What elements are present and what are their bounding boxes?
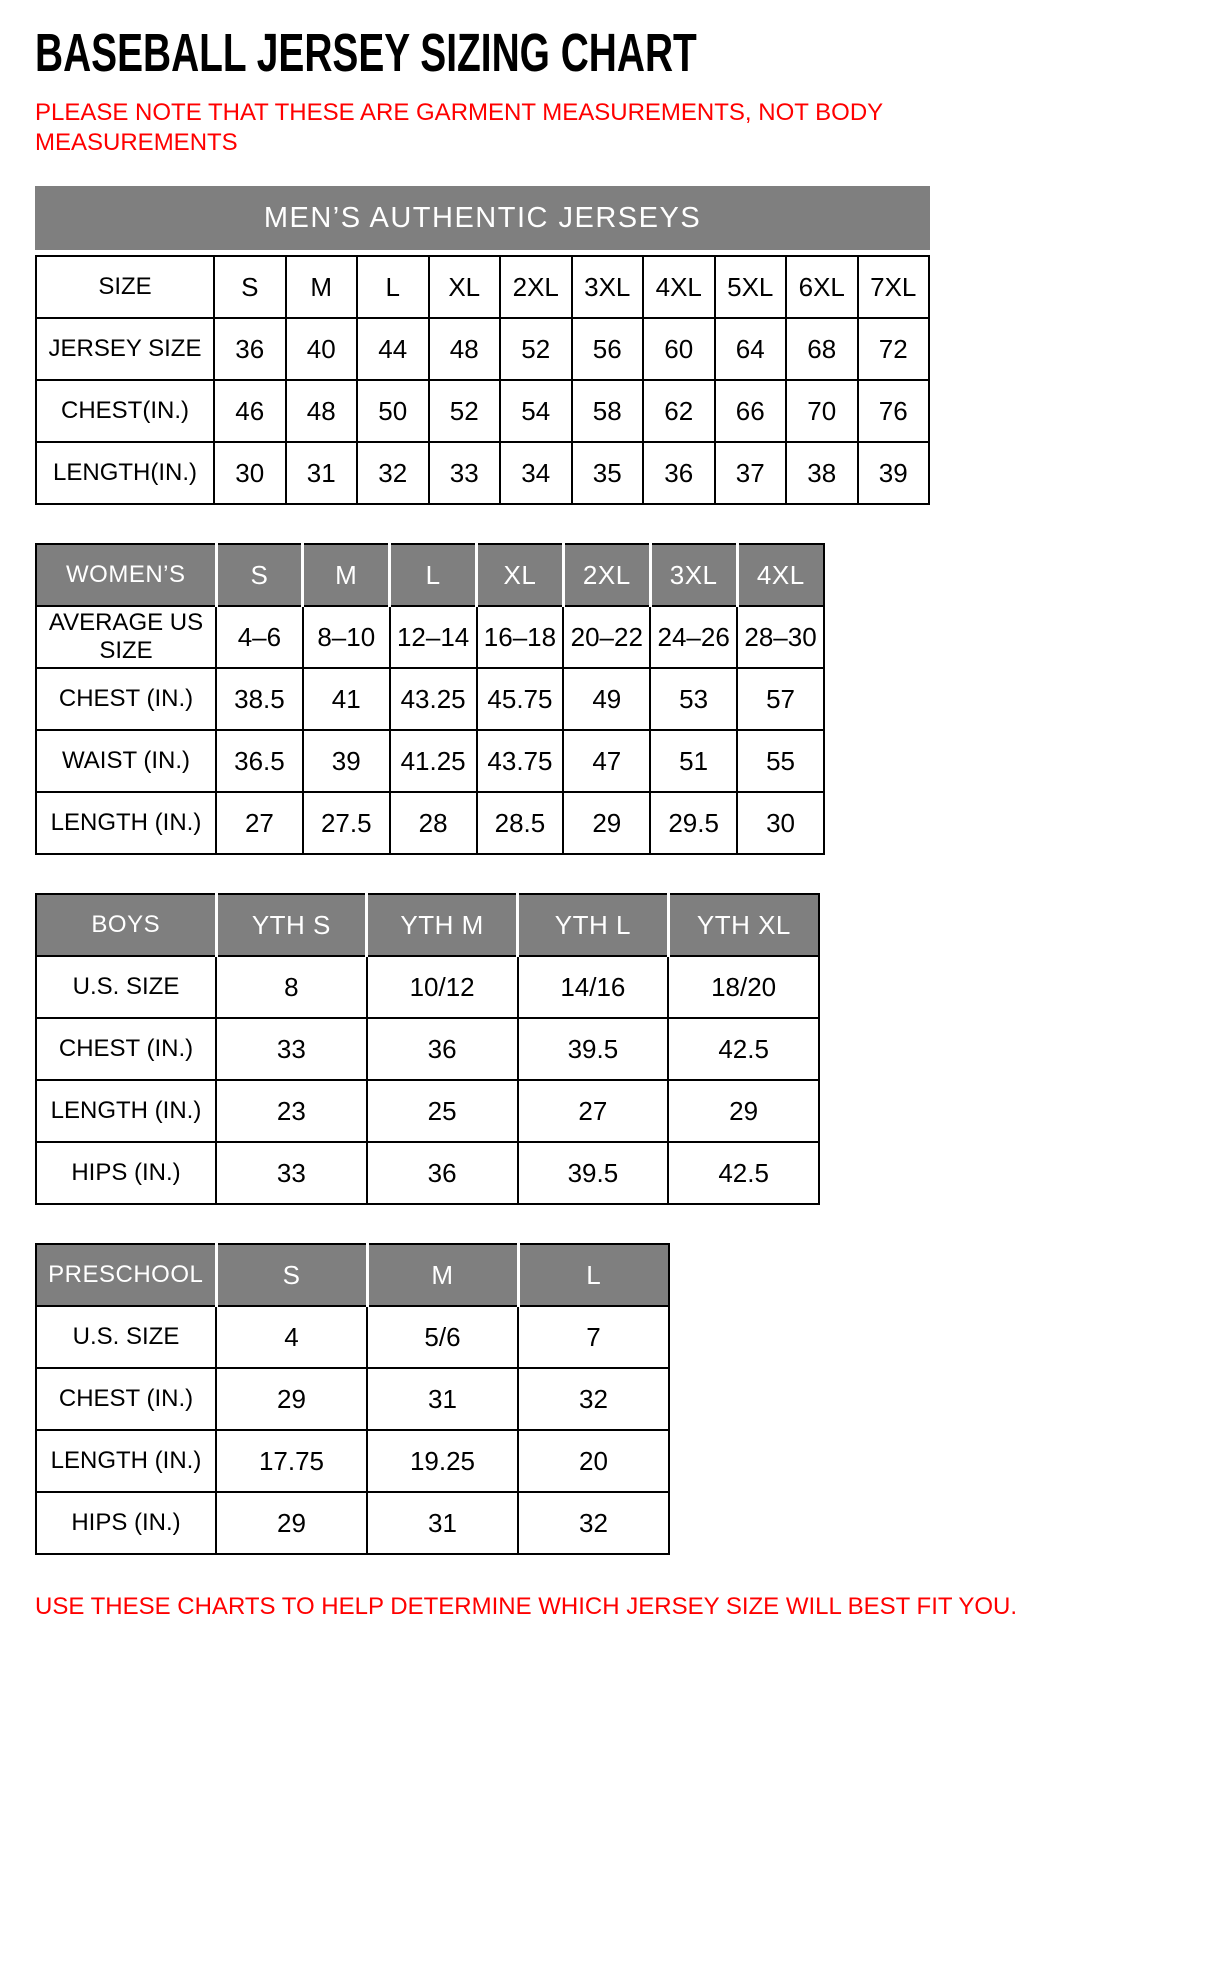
table-cell: 66 [715,380,787,442]
table-cell: 29.5 [650,792,737,854]
table-cell: 48 [429,318,501,380]
table-cell: 29 [216,1368,367,1430]
table-cell: 19.25 [367,1430,518,1492]
column-header: S [216,544,303,606]
column-header: 3XL [650,544,737,606]
table-cell: 23 [216,1080,367,1142]
table-cell: 4–6 [216,606,303,668]
row-label: HIPS (IN.) [36,1492,216,1554]
table-cell: 35 [572,442,644,504]
header-row [36,544,824,606]
table-cell: 31 [367,1368,518,1430]
table-cell: 29 [216,1492,367,1554]
table-cell: 20 [518,1430,669,1492]
table-cell: 32 [518,1368,669,1430]
mens-table-section [35,186,1185,505]
table-cell: 33 [216,1018,367,1080]
table-cell: 60 [643,318,715,380]
table-cell: 44 [357,318,429,380]
table-cell: XL [429,256,501,318]
table-cell: 30 [214,442,286,504]
table-cell: 43.25 [390,668,477,730]
table-row [36,1430,669,1492]
table-cell: 20–22 [563,606,650,668]
table-cell: 40 [286,318,358,380]
table-cell: 34 [500,442,572,504]
table-row [36,256,929,318]
table-row [36,442,929,504]
row-label: PRESCHOOL [36,1244,216,1306]
boys-sizing-table [35,893,820,1205]
column-header: YTH XL [668,894,819,956]
column-header: M [367,1244,518,1306]
page-title: BASEBALL JERSEY SIZING CHART [35,23,697,83]
table-cell: 72 [858,318,930,380]
table-row [36,1492,669,1554]
table-cell: 36 [367,1142,518,1204]
row-label: JERSEY SIZE [36,318,214,380]
column-header: 2XL [563,544,650,606]
table-cell: 7XL [858,256,930,318]
table-cell: 56 [572,318,644,380]
table-cell: 33 [216,1142,367,1204]
table-cell: 31 [286,442,358,504]
table-cell: 6XL [786,256,858,318]
table-cell: 64 [715,318,787,380]
table-cell: 38.5 [216,668,303,730]
table-cell: 28–30 [737,606,824,668]
table-cell: 25 [367,1080,518,1142]
table-cell: 41 [303,668,390,730]
mens-table-banner: MEN’S AUTHENTIC JERSEYS [35,186,930,250]
table-cell: 53 [650,668,737,730]
preschool-table-section [35,1243,1185,1555]
table-cell: 29 [668,1080,819,1142]
table-cell: 55 [737,730,824,792]
table-cell: 36.5 [216,730,303,792]
table-cell: 27 [518,1080,669,1142]
table-cell: 52 [429,380,501,442]
table-cell: 45.75 [477,668,564,730]
table-cell: 36 [214,318,286,380]
column-header: YTH S [216,894,367,956]
table-cell: 57 [737,668,824,730]
row-label: LENGTH (IN.) [36,1430,216,1492]
row-label: CHEST(IN.) [36,380,214,442]
table-cell: 7 [518,1306,669,1368]
table-cell: 49 [563,668,650,730]
table-cell: 46 [214,380,286,442]
table-cell: 31 [367,1492,518,1554]
column-header: L [518,1244,669,1306]
table-cell: 76 [858,380,930,442]
table-cell: M [286,256,358,318]
column-header: XL [477,544,564,606]
footer-note: USE THESE CHARTS TO HELP DETERMINE WHICH JERSEY SIZE WILL BEST FIT YOU. [35,1593,1018,1620]
row-label: CHEST (IN.) [36,668,216,730]
row-label: CHEST (IN.) [36,1018,216,1080]
table-cell: 37 [715,442,787,504]
table-cell: 54 [500,380,572,442]
column-header: YTH M [367,894,518,956]
row-label: U.S. SIZE [36,1306,216,1368]
column-header: 4XL [737,544,824,606]
column-header: L [390,544,477,606]
row-label: HIPS (IN.) [36,1142,216,1204]
table-row [36,1306,669,1368]
table-cell: 24–26 [650,606,737,668]
table-cell: 33 [429,442,501,504]
table-row [36,668,824,730]
table-cell: 32 [518,1492,669,1554]
table-cell: 27 [216,792,303,854]
table-cell: 68 [786,318,858,380]
table-cell: 14/16 [518,956,669,1018]
table-cell: 42.5 [668,1018,819,1080]
table-cell: L [357,256,429,318]
table-cell: 70 [786,380,858,442]
table-cell: 5XL [715,256,787,318]
table-row [36,1080,819,1142]
table-cell: 8 [216,956,367,1018]
table-cell: 32 [357,442,429,504]
column-header: M [303,544,390,606]
row-label: WOMEN’S [36,544,216,606]
table-cell: 39.5 [518,1018,669,1080]
table-cell: 10/12 [367,956,518,1018]
header-row [36,894,819,956]
table-cell: 29 [563,792,650,854]
boys-table-section [35,893,1185,1205]
table-cell: 39 [303,730,390,792]
column-header: YTH L [518,894,669,956]
table-cell: 36 [367,1018,518,1080]
table-cell: 48 [286,380,358,442]
table-cell: 27.5 [303,792,390,854]
table-cell: 30 [737,792,824,854]
header-row [36,1244,669,1306]
table-cell: 4XL [643,256,715,318]
table-row [36,318,929,380]
table-row [36,380,929,442]
table-row [36,792,824,854]
table-cell: 12–14 [390,606,477,668]
table-cell: 47 [563,730,650,792]
row-label: LENGTH (IN.) [36,1080,216,1142]
table-row [36,730,824,792]
row-label: LENGTH (IN.) [36,792,216,854]
womens-sizing-table [35,543,825,855]
table-cell: 17.75 [216,1430,367,1492]
table-cell: 5/6 [367,1306,518,1368]
table-row [36,1018,819,1080]
table-cell: 51 [650,730,737,792]
column-header: S [216,1244,367,1306]
row-label: SIZE [36,256,214,318]
table-cell: 39.5 [518,1142,669,1204]
mens-sizing-table [35,255,930,505]
table-cell: 39 [858,442,930,504]
row-label: AVERAGE US SIZE [36,606,216,668]
table-cell: 3XL [572,256,644,318]
table-cell: 58 [572,380,644,442]
preschool-sizing-table [35,1243,670,1555]
table-cell: 8–10 [303,606,390,668]
table-row [36,606,824,668]
table-row [36,956,819,1018]
table-cell: 16–18 [477,606,564,668]
table-cell: 52 [500,318,572,380]
table-cell: 38 [786,442,858,504]
table-cell: 28.5 [477,792,564,854]
table-cell: 50 [357,380,429,442]
womens-table-section [35,543,1185,855]
row-label: WAIST (IN.) [36,730,216,792]
row-label: BOYS [36,894,216,956]
table-cell: 42.5 [668,1142,819,1204]
table-cell: 18/20 [668,956,819,1018]
table-cell: 4 [216,1306,367,1368]
table-cell: 62 [643,380,715,442]
table-cell: 36 [643,442,715,504]
row-label: CHEST (IN.) [36,1368,216,1430]
table-cell: 43.75 [477,730,564,792]
table-cell: 41.25 [390,730,477,792]
row-label: LENGTH(IN.) [36,442,214,504]
table-cell: 28 [390,792,477,854]
table-cell: S [214,256,286,318]
table-row [36,1142,819,1204]
table-row [36,1368,669,1430]
table-cell: 2XL [500,256,572,318]
row-label: U.S. SIZE [36,956,216,1018]
garment-measurement-note: PLEASE NOTE THAT THESE ARE GARMENT MEASUREMENTS, NOT BODY MEASUREMENTS [35,99,883,156]
